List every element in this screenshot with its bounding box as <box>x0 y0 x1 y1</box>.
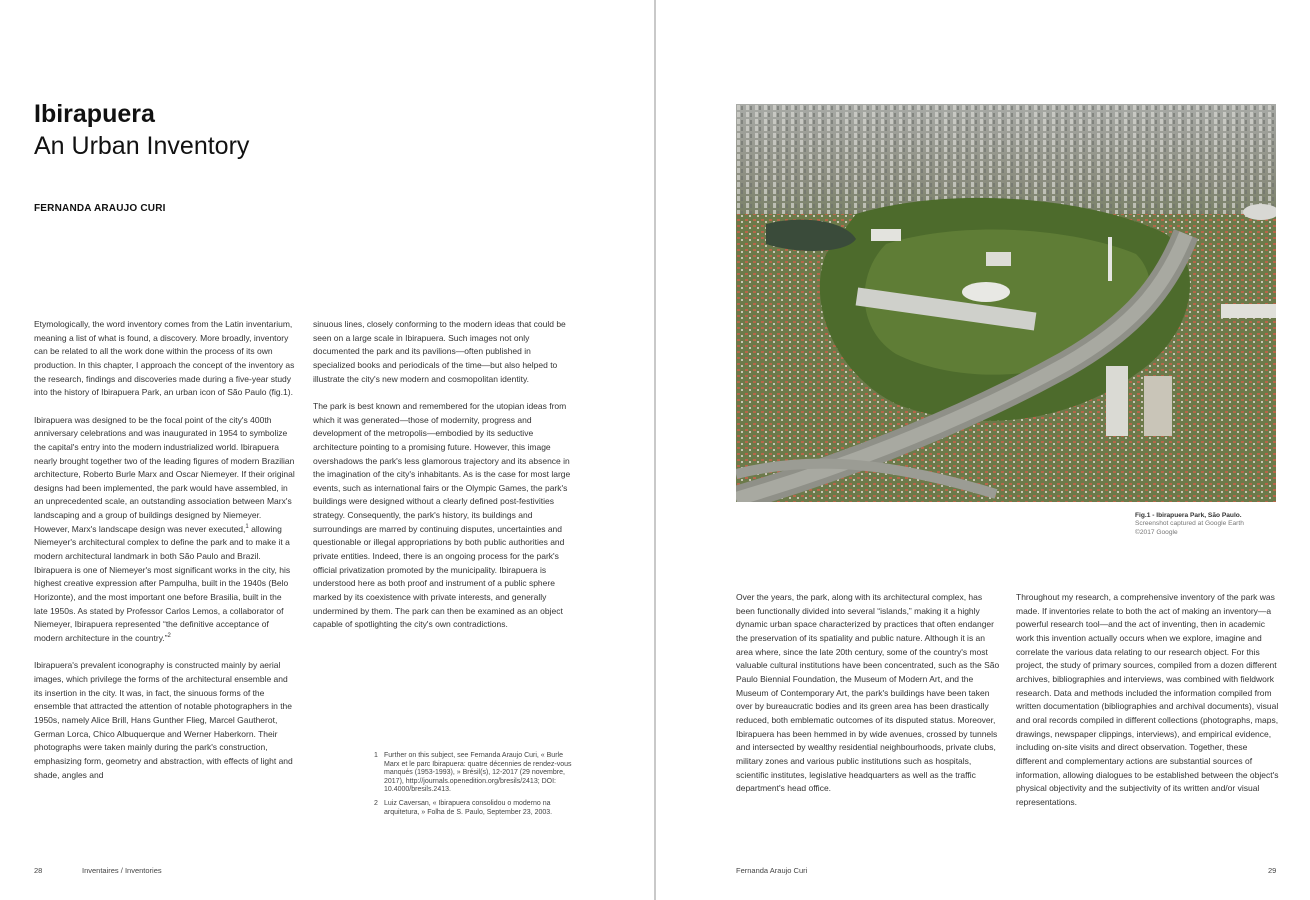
left-page <box>0 0 654 900</box>
paragraph-2-part-b: allowing Niemeyer's architectural complex to define the park and to make it a modern architectural landmark in both São Paulo and Brazil. Ibirapuera is one of Niemeyer's most significant works in the city, his highest creative expression after Pampulha, built in the 1940s (Belo Horizonte), and the most important one before Brasilia, built in the late 1950s. As stated by Professor Carlos Lemos, a collaborator of Niemeyer, Ibirapuera represented “the definitive acceptance of modern architecture in the country.” <box>34 523 291 644</box>
footnote-text: Luiz Caversan, « Ibirapuera consolidou o moderno na arquitetura, » Folha de S. Paulo, September 23, 2003. <box>384 799 553 816</box>
caption-title: Fig.1 - Ibirapuera Park, São Paulo. <box>1135 512 1242 519</box>
caption-copyright: ©2017 Google <box>1135 528 1178 536</box>
page-number-right: 29 <box>1268 866 1277 875</box>
footnote-1 <box>374 752 579 795</box>
page-number-left: 28 <box>34 866 43 875</box>
title-subtitle: An Urban Inventory <box>34 132 250 160</box>
paragraph-1: Etymologically, the word inventory comes from the Latin inventarium, meaning a list of what is found, a discovery. More broadly, inventory can be related to all the work done within the process of its own production. In this chapter, I approach the concept of the inventory as the research, findings and discoveries made during a five-year study into the history of Ibirapuera Park, an urban icon of São Paulo (fig.1). <box>34 319 295 398</box>
right-column-2 <box>1016 591 1280 823</box>
paragraph-2 <box>34 414 296 646</box>
left-column-2 <box>313 318 575 646</box>
paragraph-6: Over the years, the park, along with its architectural complex, has been functionally divided into several “islands,” making it a highly dynamic urban space characterized by practices that often endanger the preservation of its spatiality and public nature. Although it is an area where, since the late 20th century, some of the country's most valuable cultural institutions have been concentrated, such as the São Paulo Biennial Foundation, the Museum of Modern Art, and the Museum of Contemporary Art, the park's buildings have been taken over by bureaucratic bodies and its green area has been drastically reduced, both emblematic outcomes of its disputed status. Moreover, Ibirapuera has been hemmed in by wide avenues, crossed by tunnels and intersected by wealthy residential neighbourhoods, private clubs, military zones and various public institutions such as hospitals, scientific institutes, legislative headquarters as well as the traffic department's head office. <box>736 592 1000 794</box>
right-column-1 <box>736 591 1000 809</box>
aerial-photo-icon <box>736 104 1276 502</box>
paragraph-3: Ibirapuera's prevalent iconography is constructed mainly by aerial images, which privilege the forms of the architectural ensemble and its insertion in the city. It was, in fact, the sinuous forms of the ensemble that attracted the attention of notable photographers in the 1950s, namely Alice Brill, Hans Gunther Flieg, Marcel Gautherot, German Lorca, Chico Albuquerque and Werner Haberkorn. Their photographs were taken mainly during the park's construction, emphasizing form, geometry and abstraction, with effects of light and shade, angles and <box>34 660 293 780</box>
footnote-2 <box>374 800 579 817</box>
running-header-author: Fernanda Araujo Curi <box>736 866 808 875</box>
footnote-number: 1 <box>374 752 378 759</box>
author-name: FERNANDA ARAUJO CURI <box>34 203 166 214</box>
paragraph-2-part-a: Ibirapuera was designed to be the focal point of the city's 400th anniversary celebrations and was inaugurated in 1954 to symbolize the capital's entry into the modern industrialized world. Ibirapuera nearly brought together two of the leading figures of modern Brazilian architecture, Roberto Burle Marx and Oscar Niemeyer. If their original designs had been implemented, the park would have assembled, in an unprecedented scale, an outstanding association between Marx's landscaping and a group of buildings designed by Niemeyer. However, Marx's landscape design was never executed, <box>34 414 295 534</box>
running-header-section: Inventaires / Inventories <box>82 866 162 875</box>
right-page <box>656 0 1310 900</box>
title-main: Ibirapuera <box>34 100 155 128</box>
footnote-text: Further on this subject, see Fernanda Araujo Curi, « Burle Marx et le parc Ibirapuera: quatre décennies de rendez-vous manqués (1953-1993), » Brésil(s), 12-2017 (29 novembre, 2017), http://journals.openedition.org/bresils/2413; DOI: 10.4000/bresils.2413. <box>384 752 572 794</box>
left-column-1 <box>34 318 296 796</box>
caption-source: Screenshot captured at Google Earth <box>1135 520 1244 528</box>
footnote-ref-1[interactable]: 1 <box>245 523 249 530</box>
footnote-ref-2[interactable]: 2 <box>167 633 171 640</box>
paragraph-4: sinuous lines, closely conforming to the modern ideas that could be seen on a large scale in Ibirapuera. Such images not only documented the park and its pavilions—often published in specialized books and periodicals of the time—but also helped to illustrate the city's new modern and cosmopolitan identity. <box>313 319 566 384</box>
paragraph-5: The park is best known and remembered for the utopian ideas from which it was generated—those of modernity, progress and development of the metropolis—embodied by its seductive architecture pointing to a promising future. However, this image overshadows the park's less glamorous trajectory and its absence in the imagination of the city's inhabitants. As is the case for most large events, such as international fairs or the Olympic Games, the park's buildings were designed without a clearly defined post-festivities strategy. Consequently, the park's history, its buildings and surroundings are marred by continuing disputes, uncertainties and questionable or illegal appropriations by both public authorities and private entities. Indeed, there is an ongoing process for the park's official privatization promoted by the municipality. Ibirapuera is understood here as both proof and instrument of a public sphere marked by its coexistence with private interests, and generally undermined by them. The park can then be examined as an object capable of spotlighting the city's own contradictions. <box>313 400 571 630</box>
chapter-title <box>34 98 249 162</box>
footnotes <box>374 752 579 822</box>
figure-caption <box>1135 512 1285 537</box>
footnote-number: 2 <box>374 799 378 807</box>
paragraph-7: Throughout my research, a comprehensive inventory of the park was made. If inventories relate to both the act of making an inventory—a powerful research tool—and the act of inventing, then in academic work this invention actually occurs when we explore, imagine and correlate the various data relating to our research object. For this project, the study of primary sources, compiled from a dozen different archives, bibliographies and interviews, was combined with fieldwork research. Data and methods included the information compiled from written documentation (bibliographies and archival documents), visual and oral records compiled in different collections (photographs, maps, drawings, newspaper clippings, interviews), and empirical evidence, including on-site visits and direct observation. Together, these different and complementary actions are substantial sources of information, allowing dialogues to be established between the object's physical objectivity and the subjectivity of its written and/or visual representations. <box>1016 592 1279 807</box>
